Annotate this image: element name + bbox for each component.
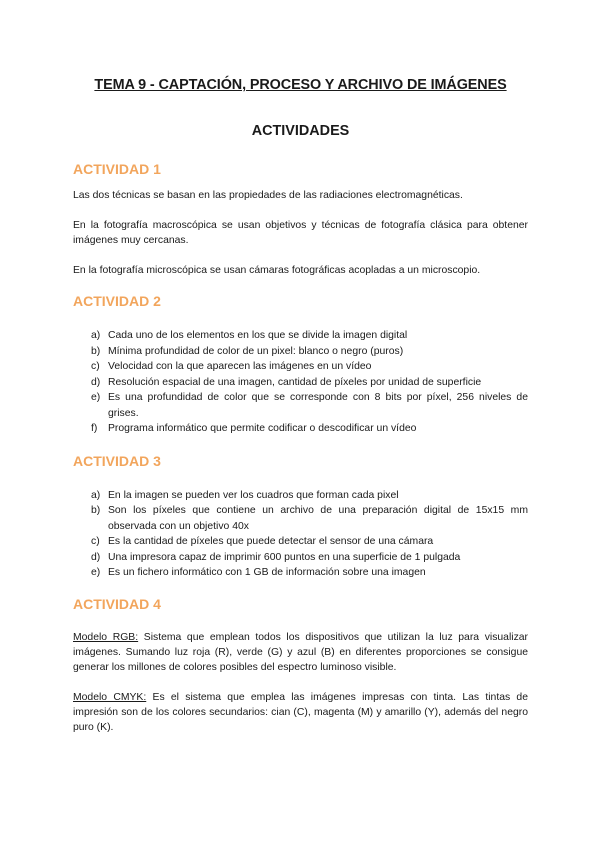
list-marker: f)	[91, 423, 98, 434]
list-item	[73, 344, 528, 360]
activity-1-paragraph-2: En la fotografía macroscópica se usan objetivos y técnicas de fotografía clásica para obtener imágenes muy cercanas.	[73, 220, 528, 246]
activity-2-heading: ACTIVIDAD 2	[73, 293, 161, 309]
activity-3-heading: ACTIVIDAD 3	[73, 452, 161, 469]
list-item	[73, 359, 528, 375]
list-item-text: Velocidad con la que aparecen las imágenes en un vídeo	[108, 361, 372, 372]
activity-1-heading: ACTIVIDAD 1	[73, 161, 161, 177]
cmyk-model-label: Modelo CMYK:	[73, 691, 147, 703]
activities-title: ACTIVIDADES	[251, 123, 350, 139]
activity-2-list	[73, 328, 528, 437]
rgb-model-text: Sistema que emplean todos los dispositivos que utilizan la luz para visualizar imágenes. Sumando luz roja (R), verde (G) y azul (B) en diferentes proporciones se consigue generar los millones de colores posibles del espectro luminoso visible.	[73, 631, 529, 673]
list-item	[73, 421, 528, 437]
list-item	[73, 534, 528, 550]
list-item-text: Una impresora capaz de imprimir 600 puntos en una superficie de 1 pulgada	[108, 551, 461, 563]
activity-1-paragraph-3: En la fotografía microscópica se usan cámaras fotográficas acopladas a un microscopio.	[73, 265, 481, 276]
list-item	[73, 503, 528, 534]
list-marker: b)	[91, 345, 101, 357]
list-item	[73, 488, 528, 504]
list-item-text: Es la cantidad de píxeles que puede detectar el sensor de una cámara	[108, 536, 434, 547]
list-item-text: Programa informático que permite codificar o descodificar un vídeo	[108, 423, 417, 434]
list-marker: a)	[91, 330, 101, 341]
rgb-model-paragraph	[73, 630, 528, 675]
list-item-text: Mínima profundidad de color de un pixel: blanco o negro (puros)	[108, 345, 404, 357]
list-item-text: Cada uno de los elementos en los que se divide la imagen digital	[108, 330, 408, 341]
list-item	[73, 550, 528, 566]
list-marker: e)	[91, 567, 101, 578]
list-marker: b)	[91, 505, 101, 516]
list-item	[73, 328, 528, 344]
activity-1-paragraph-1: Las dos técnicas se basan en las propiedades de las radiaciones electromagnéticas.	[73, 190, 463, 201]
list-marker: a)	[91, 489, 101, 501]
list-marker: e)	[91, 392, 101, 403]
cmyk-model-text: Es el sistema que emplea las imágenes impresas con tinta. Las tintas de impresión son de los colores secundarios: cian (C), magenta (M) y amarillo (Y), además del negro puro (K).	[73, 691, 528, 733]
rgb-model-label: Modelo RGB:	[73, 631, 139, 643]
list-item-text: En la imagen se pueden ver los cuadros que forman cada pixel	[108, 489, 399, 501]
list-marker: d)	[91, 376, 101, 388]
activity-3-list	[73, 488, 528, 581]
list-marker: c)	[91, 536, 100, 547]
list-item	[73, 390, 528, 421]
list-marker: c)	[91, 361, 100, 372]
list-item	[73, 565, 528, 581]
list-item-text: Es una profundidad de color que se corresponde con 8 bits por píxel, 256 niveles de grises.	[108, 392, 528, 419]
list-item-text: Es un fichero informático con 1 GB de información sobre una imagen	[108, 567, 426, 578]
list-item	[73, 375, 528, 391]
list-marker: d)	[91, 551, 101, 563]
list-item-text: Resolución espacial de una imagen, cantidad de píxeles por unidad de superficie	[108, 376, 482, 388]
list-item-text: Son los píxeles que contiene un archivo de una preparación digital de 15x15 mm observada con un objetivo 40x	[108, 505, 528, 532]
cmyk-model-paragraph	[73, 690, 528, 735]
document-title: TEMA 9 - CAPTACIÓN, PROCESO Y ARCHIVO DE IMÁGENES	[94, 77, 507, 93]
activity-4-heading: ACTIVIDAD 4	[73, 595, 161, 612]
